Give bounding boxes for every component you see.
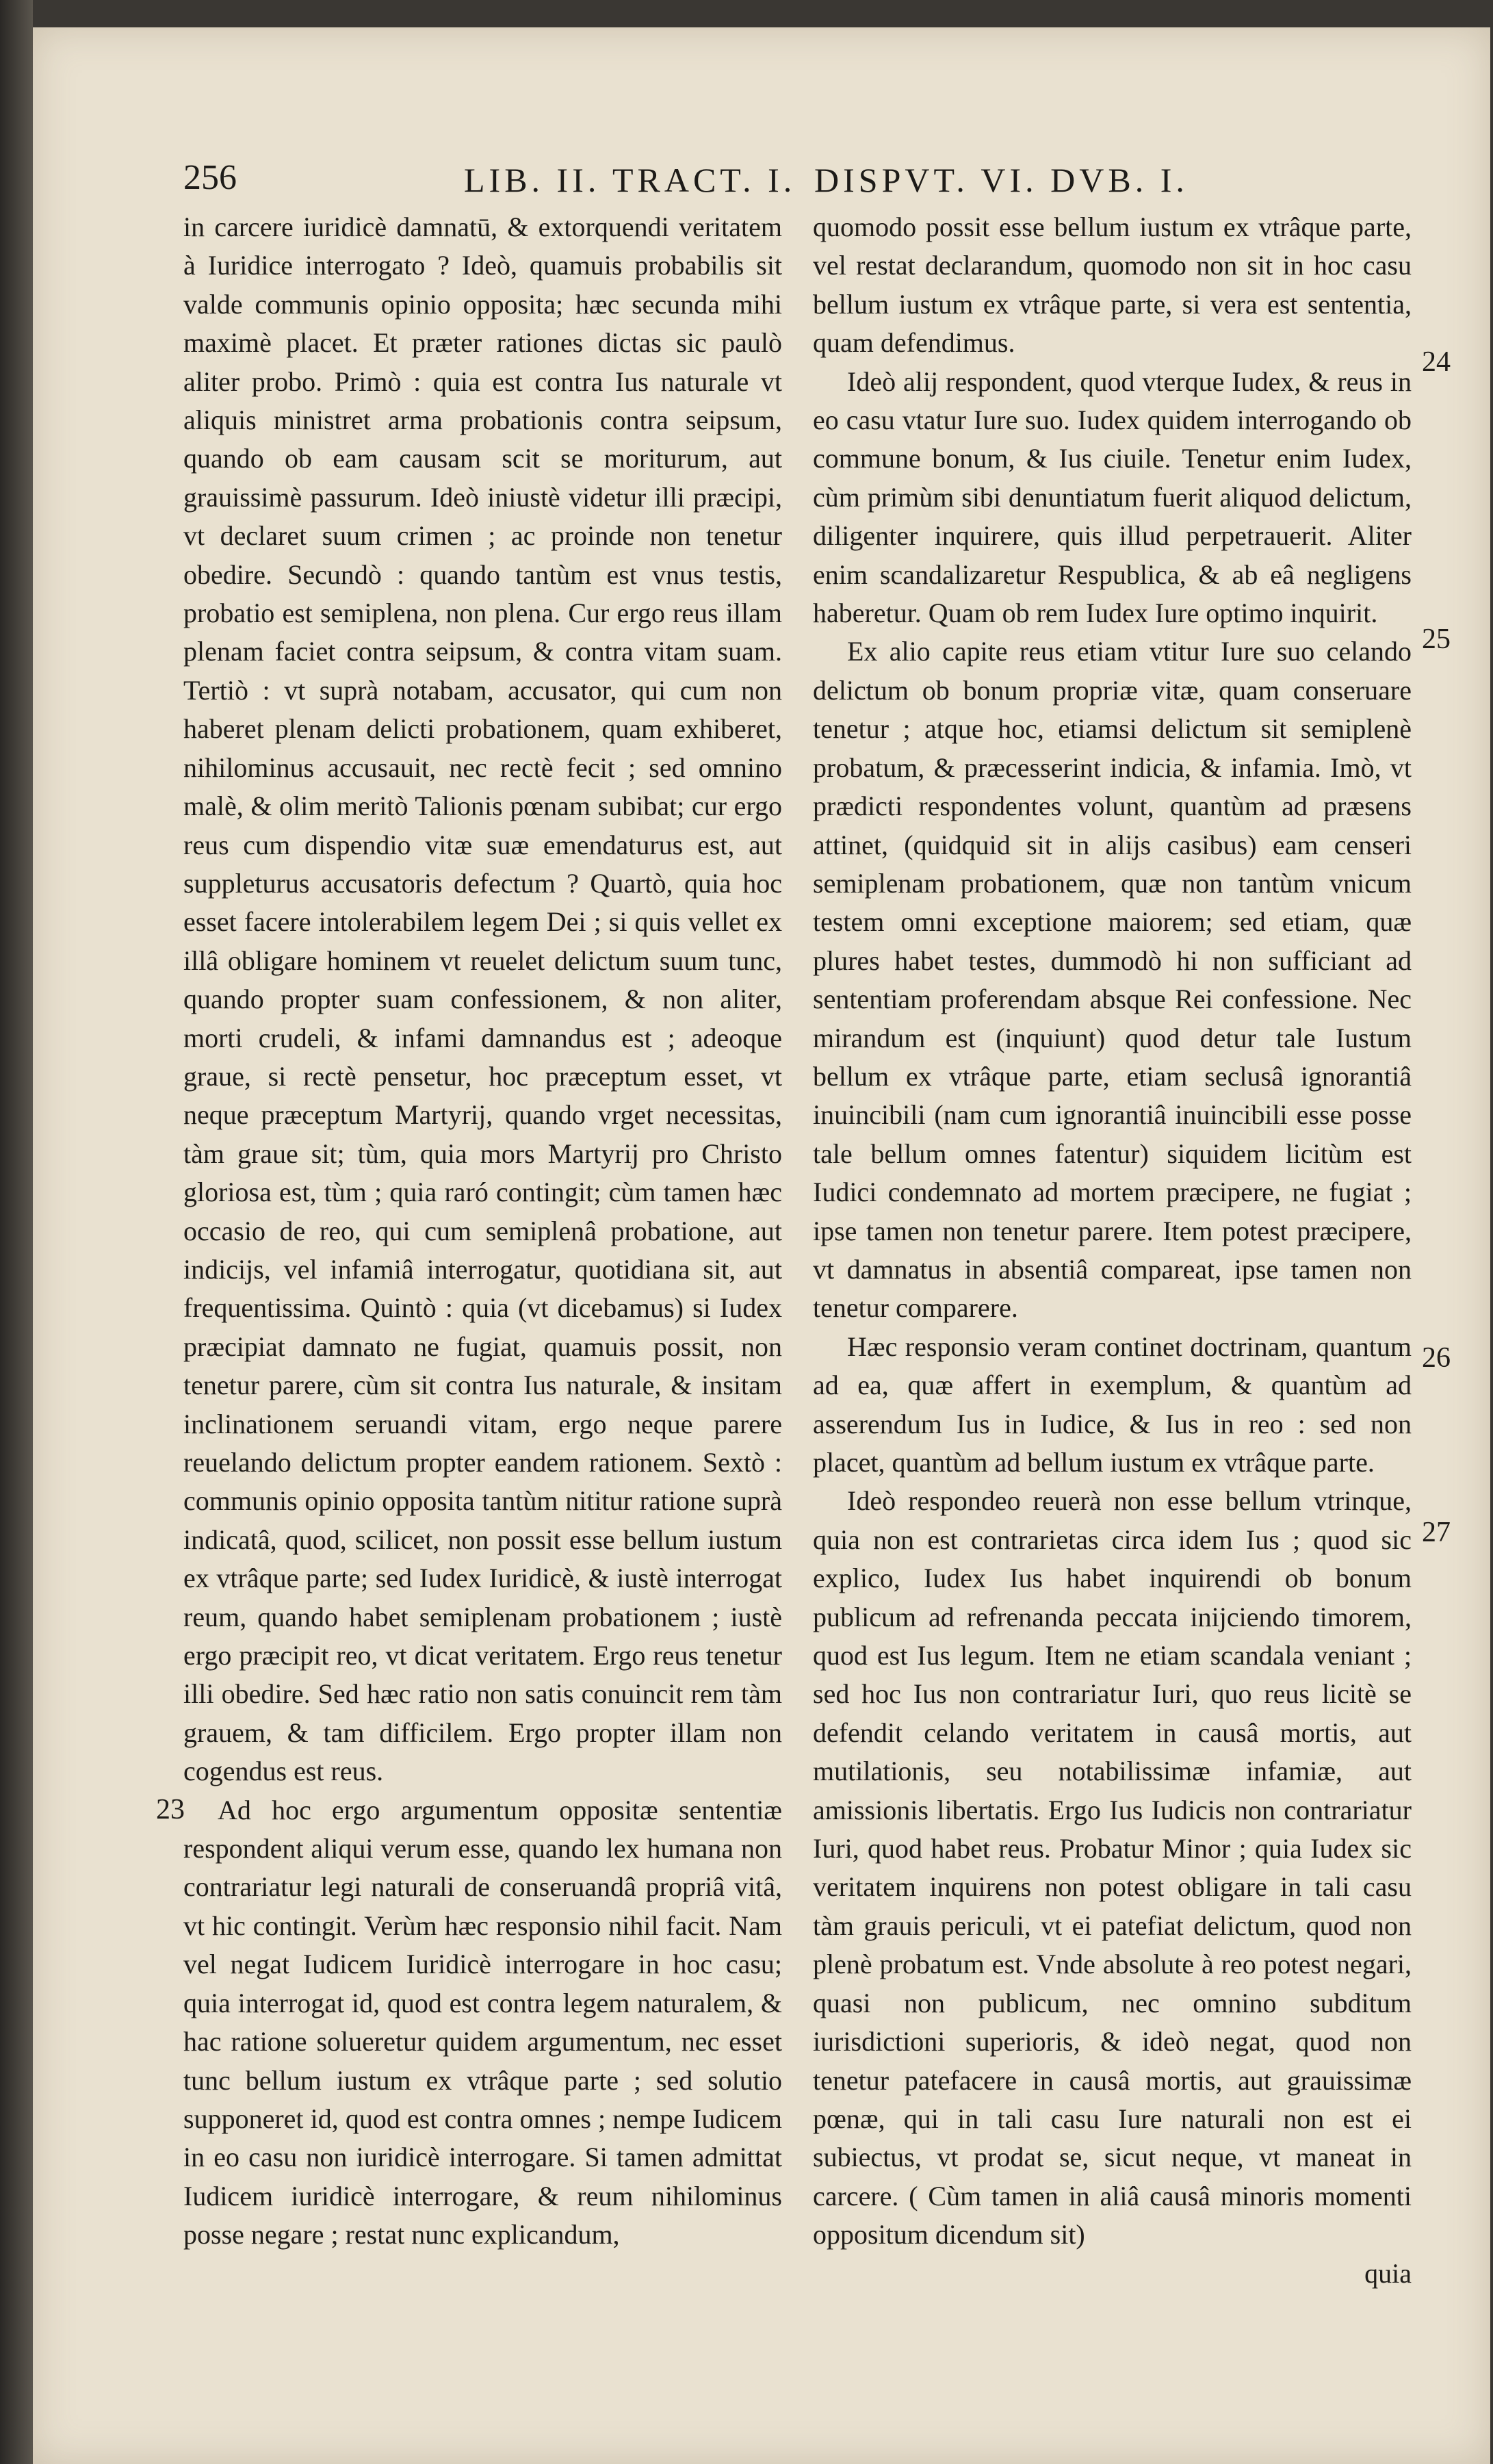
running-header [33, 157, 1490, 198]
margin-number: 26 [1422, 1342, 1451, 1374]
margin-number: 23 [156, 1794, 185, 1825]
margin-number: 24 [1422, 346, 1451, 378]
running-title-left: LIB. II. TRACT. I. [464, 161, 796, 199]
right-column [813, 208, 1412, 2293]
paragraph: Ideò respondeo reuerà non esse bellum vtrinque, quia non est contrarietas circa idem Ius ; quod sic explico, Iudex Ius habet inquirendi ob bonum publicum ad refrenanda peccata inijciendo timorem, quod est Ius legum. Item ne etiam scandala veniant ; sed hoc Ius non contrariatur Iuri, quo reus licitè se defendit celando veritatem in causâ mortis, aut mutilationis, seu notabilissimæ infamiæ, aut amissionis libertatis. Ergo Ius Iudicis non contrariatur Iuri, quod habet reus. Probatur Minor ; quia Iudex sic veritatem inquirens non potest obligare in tali casu tàm grauis periculi, vt ei patefiat delictum, quod non plenè probatum est. Vnde absolute à reo potest negari, quasi non publicum, nec omnino subditum iurisdictioni superioris, & ideò negat, quod non tenetur patefacere in causâ mortis, aut grauissimæ pœnæ, qui in tali casu Iure naturali non est ei subiectus, vt prodat se, sicut neque, vt maneat in carcere. ( Cùm tamen in aliâ causâ minoris momenti oppositum dicendum sit) [813, 1485, 1412, 2250]
margin-number: 27 [1422, 1517, 1451, 1548]
margin-number: 25 [1422, 624, 1451, 655]
page-number: 256 [183, 158, 237, 197]
paragraph: Ideò alij respondent, quod vterque Iudex, & reus in eo casu vtatur Iure suo. Iudex quidem interrogando ob commune bonum, & Ius ciuile. Tenetur enim Iudex, cùm primùm sibi denuntiatum fuerit aliquod delictum, diligenter inquirere, quis illud perpetrauerit. Aliter enim scandalizaretur Respublica, & ab eâ negligens haberetur. Quam ob rem Iudex Iure optimo inquirit. [813, 365, 1412, 629]
book-page [33, 27, 1490, 2464]
paragraph: Ad hoc ergo argumentum oppositæ sententiæ respondent aliqui verum esse, quando lex humana non contrariatur legi naturali de conseruandâ propriâ vitâ, vt hic contingit. Verùm hæc responsio nihil facit. Nam vel negat Iudicem Iuridicè interrogare in hoc casu; quia interrogat id, quod est contra legem naturalem, & hac ratione solueretur quidem argumentum, nec esset tunc bellum iustum ex vtrâque parte ; sed solutio supponeret id, quod est contra omnes ; nempe Iudicem in eo casu non iuridicè interrogare. Si tamen admittat Iudicem iuridicè interrogare, & reum nihilominus posse negare ; restat nunc explicandum, [183, 1794, 782, 2250]
catchword: quia [1364, 2257, 1412, 2289]
paragraph: quomodo possit esse bellum iustum ex vtrâque parte, vel restat declarandum, quomodo non sit in hoc casu bellum iustum ex vtrâque parte, si vera est sententia, quam defendimus. [813, 211, 1412, 359]
page-edge [0, 0, 33, 2464]
paragraph: Hæc responsio veram continet doctrinam, quantum ad ea, quæ affert in exemplum, & quantùm ad asserendum Ius in Iudice, & Ius in reo : sed non placet, quantùm ad bellum iustum ex vtrâque parte. [813, 1331, 1412, 1478]
left-column [183, 208, 782, 2255]
running-title-right: DISPVT. VI. DVB. I. [814, 161, 1189, 199]
paragraph: in carcere iuridicè damnatū, & extorquendi veritatem à Iuridice interrogato ? Ideò, quamuis probabilis sit valde communis opinio opposita; hæc secunda mihi maximè placet. Et præter rationes dictas sic paulò aliter probo. Primò : quia est contra Ius naturale vt aliquis ministret arma probationis contra seipsum, quando ob eam causam scit se moriturum, aut grauissimè passurum. Ideò iniustè videtur illi præcipi, vt declaret suum crimen ; ac proinde non tenetur obedire. Secundò : quando tantùm est vnus testis, probatio est semiplena, non plena. Cur ergo reus illam plenam faciet contra seipsum, & contra vitam suam. Tertiò : vt suprà notabam, accusator, qui cum non haberet plenam delicti probationem, quam exhiberet, nihilominus accusauit, nec rectè fecit ; sed omnino malè, & olim meritò Talionis pœnam subibat; cur ergo reus cum dispendio vitæ suæ emendaturus est, aut suppleturus accusatoris defectum ? Quartò, quia hoc esset facere intolerabilem legem Dei ; si quis vellet ex illâ obligare hominem vt reuelet delictum suum tunc, quando propter suam confessionem, & non aliter, morti crudeli, & infami damnandus est ; adeoque graue, si rectè pensetur, hoc præceptum esset, vt neque præceptum Martyrij, quando vrget necessitas, tàm graue sit; tùm, quia mors Martyrij pro Christo gloriosa est, tùm ; quia raró contingit; cùm tamen hæc occasio de reo, qui cum semiplenâ probatione, aut indicijs, vel infamiâ interrogatur, quotidiana sit, aut frequentissima. Quintò : quia (vt dicebamus) si Iudex præcipiat damnato ne fugiat, quamuis possit, non tenetur parere, cùm sit contra Ius naturale, & insitam inclinationem seruandi vitam, ergo neque parere reuelando delictum propter eandem rationem. Sextò : communis opinio opposita tantùm nititur ratione suprà indicatâ, quod, scilicet, non possit esse bellum iustum ex vtrâque parte; sed Iudex Iuridicè, & iustè interrogat reum, quando habet semiplenam probationem ; iustè ergo præcipit reo, vt dicat veritatem. Ergo reus tenetur illi obedire. Sed hæc ratio non satis conuincit rem tàm grauem, & tam difficilem. Ergo propter illam non cogendus est reus. [183, 211, 782, 1787]
paragraph: Ex alio capite reus etiam vtitur Iure suo celando delictum ob bonum propriæ vitæ, quam conseruare tenetur ; atque hoc, etiamsi delictum sit semiplenè probatum, & præcesserint indicia, & infamia. Imò, vt prædicti respondentes volunt, quantùm ad præsens attinet, (quidquid sit in alijs casibus) eam censeri semiplenam probationem, quæ non tantùm vnicum testem omni exceptione maiorem; sed etiam, quæ plures habet testes, dummodò hi non sufficiant ad sententiam proferendam absque Rei confessione. Nec mirandum est (inquiunt) quod detur tale Iustum bellum ex vtrâque parte, etiam seclusâ ignorantiâ inuincibili (nam cum ignorantiâ inuincibili esse posse tale bellum omnes fatentur) siquidem licitùm est Iudici condemnato ad mortem præcipere, ne fugiat ; ipse tamen non tenetur parere. Item potest præcipere, vt damnatus in absentiâ compareat, ipse tamen non tenetur comparere. [813, 636, 1412, 1324]
